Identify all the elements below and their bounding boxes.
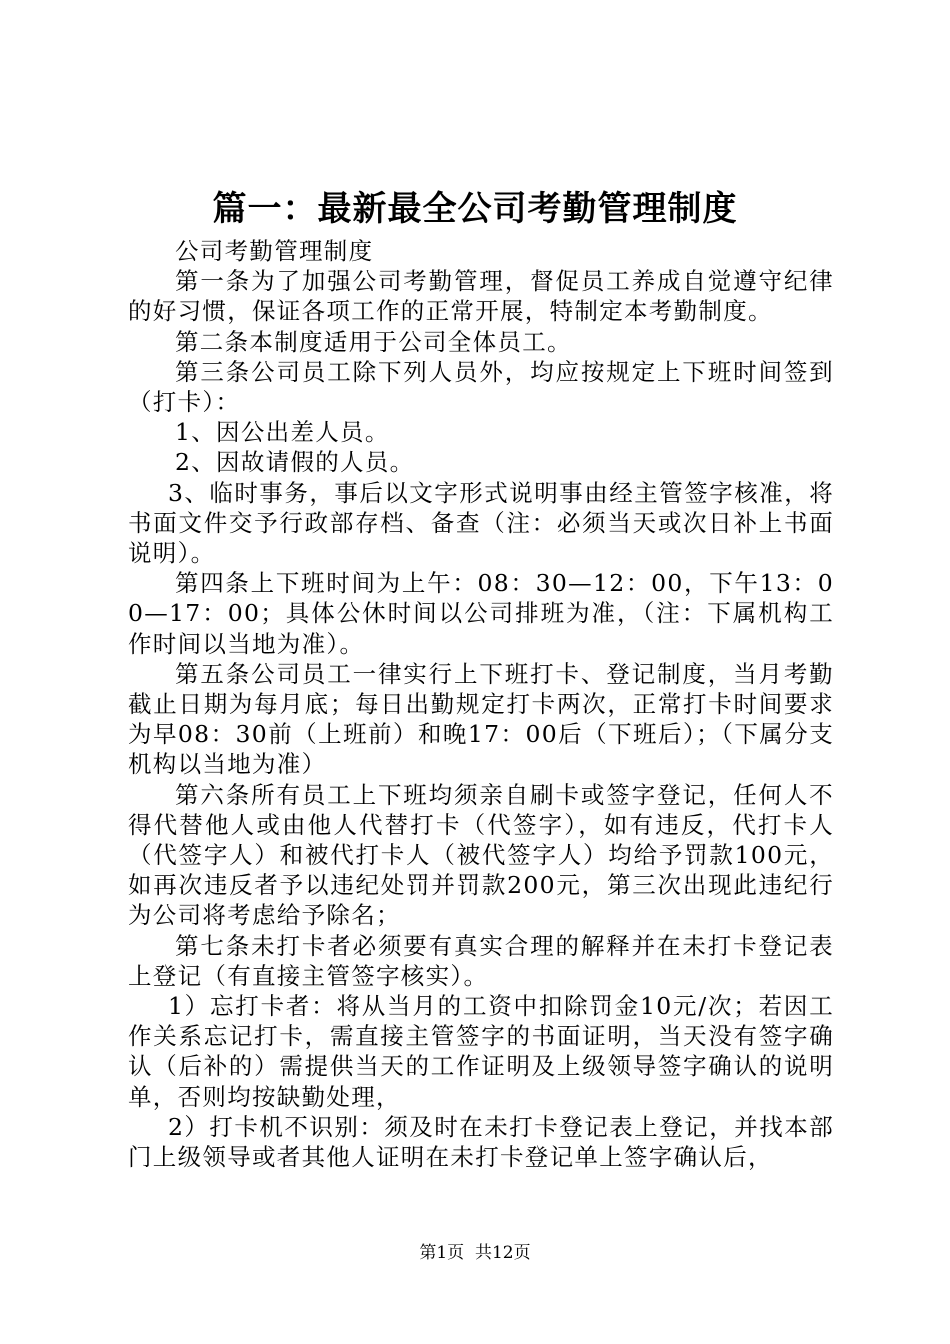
paragraph-article-1: 第一条为了加强公司考勤管理，督促员工养成自觉遵守纪律的好习惯，保证各项工作的正常开展，特制定本考勤制度。 xyxy=(128,267,834,326)
paragraph-item-2: 2、因故请假的人员。 xyxy=(175,448,415,477)
paragraph-subitem-2: 2）打卡机不识别：须及时在未打卡登记表上登记，并找本部门上级领导或者其他人证明在未打卡登记单上签字确认后， xyxy=(128,1112,834,1172)
paragraph-article-2: 第二条本制度适用于公司全体员工。 xyxy=(175,327,572,356)
paragraph-subitem-1: 1）忘打卡者：将从当月的工资中扣除罚金10元/次；若因工作关系忘记打卡，需直接主管签字的书面证明，当天没有签字确认（后补的）需提供当天的工作证明及上级领导签字确认的说明单，否则均按缺勤处理， xyxy=(128,992,834,1111)
document-body xyxy=(128,236,834,1172)
page-footer: 第1页 共12页 xyxy=(419,1243,531,1263)
paragraph-item-3: 3、临时事务，事后以文字形式说明事由经主管签字核准，将书面文件交予行政部存档、备查（注：必须当天或次日补上书面说明）。 xyxy=(128,478,834,568)
paragraph-article-3: 第三条公司员工除下列人员外，均应按规定上下班时间签到（打卡）： xyxy=(128,357,834,417)
paragraph-article-5: 第五条公司员工一律实行上下班打卡、登记制度，当月考勤截止日期为每月底；每日出勤规定打卡两次，正常打卡时间要求为早08：30前（上班前）和晚17：00后（下班后）；（下属分支机构以当地为准） xyxy=(128,659,834,779)
paragraph-item-1: 1、因公出差人员。 xyxy=(175,418,390,447)
paragraph-article-4: 第四条上下班时间为上午：08：30—12：00，下午13：00—17：00；具体公休时间以公司排班为准，（注：下属机构工作时间以当地为准）。 xyxy=(128,569,834,658)
paragraph-article-7: 第七条未打卡者必须要有真实合理的解释并在未打卡登记表上登记（有直接主管签字核实）。 xyxy=(128,931,834,990)
paragraph-subtitle: 公司考勤管理制度 xyxy=(175,237,374,265)
document-title: 篇一：最新最全公司考勤管理制度 xyxy=(212,189,738,229)
paragraph-article-6: 第六条所有员工上下班均须亲自刷卡或签字登记，任何人不得代替他人或由他人代替打卡（代签字），如有违反，代打卡人（代签字人）和被代打卡人（被代签字人）均给予罚款100元，如再次违反者予以违纪处罚并罚款200元，第三次出现此违纪行为公司将考虑给予除名； xyxy=(128,780,834,930)
